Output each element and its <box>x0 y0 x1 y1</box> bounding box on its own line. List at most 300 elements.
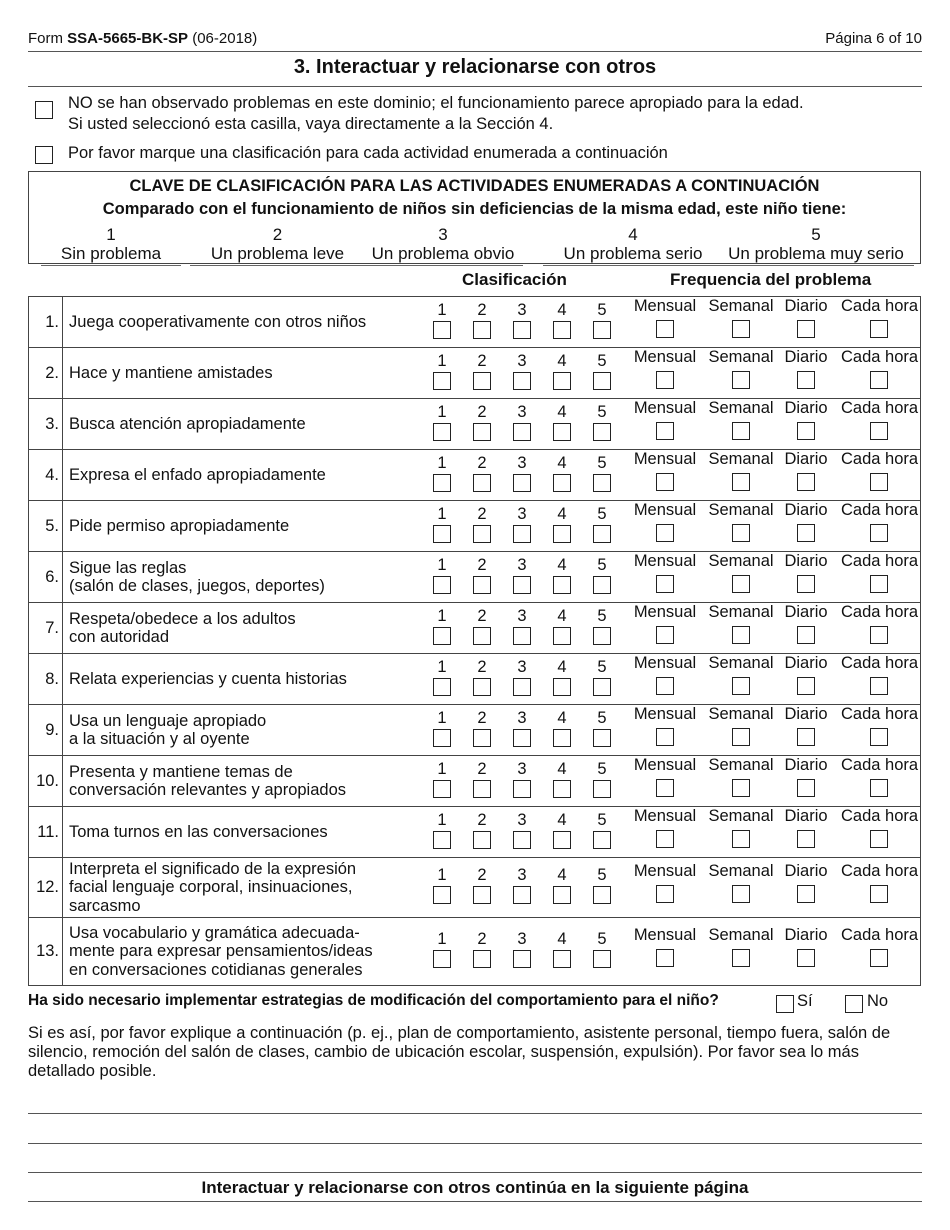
frequency-label: Diario <box>784 501 828 519</box>
frequency-checkbox[interactable] <box>656 371 674 389</box>
frequency-option <box>768 705 844 746</box>
frequency-checkbox[interactable] <box>732 885 750 903</box>
frequency-checkbox[interactable] <box>870 728 888 746</box>
rating-option-2 <box>467 811 497 849</box>
activity-text: Juega cooperativamente con otros niños <box>69 312 367 331</box>
frequency-label: Semanal <box>708 705 774 723</box>
frequency-option <box>627 807 703 848</box>
rating-option-1 <box>427 454 457 492</box>
rating-checkbox-1[interactable] <box>433 886 451 904</box>
key-level-number: 3 <box>438 225 448 244</box>
frequency-checkbox[interactable] <box>797 371 815 389</box>
activity-text: Toma turnos en las conversaciones <box>69 822 328 841</box>
activity-text: Presenta y mantiene temas de conversación relevantes y apropiados <box>69 762 346 799</box>
rating-digit: 5 <box>597 403 607 421</box>
rating-digit: 1 <box>437 454 447 472</box>
rating-digit: 1 <box>437 930 447 948</box>
continuation-footer: Interactuar y relacionarse con otros continúa en la siguiente página <box>201 1178 749 1197</box>
rating-checkbox-2[interactable] <box>473 627 491 645</box>
rating-checkbox-3[interactable] <box>513 831 531 849</box>
frequency-label: Mensual <box>633 399 697 417</box>
rating-digit: 4 <box>557 866 567 884</box>
frequency-label: Cada hora <box>841 807 919 825</box>
rating-checkbox-1[interactable] <box>433 627 451 645</box>
rating-digit: 2 <box>477 607 487 625</box>
frequency-option <box>627 756 703 797</box>
rating-digit: 5 <box>597 301 607 319</box>
frequency-checkbox[interactable] <box>656 473 674 491</box>
activity-row <box>29 603 920 654</box>
rating-option-2 <box>467 505 497 543</box>
frequency-checkbox[interactable] <box>732 728 750 746</box>
frequency-label: Cada hora <box>841 603 919 621</box>
activity-number: 8. <box>29 654 63 704</box>
rating-checkbox-1[interactable] <box>433 474 451 492</box>
frequency-option <box>627 654 703 695</box>
rating-option-4 <box>547 454 577 492</box>
rating-digit: 3 <box>517 403 527 421</box>
rating-checkbox-5[interactable] <box>593 627 611 645</box>
rating-digit: 5 <box>597 658 607 676</box>
rating-checkbox-3[interactable] <box>513 372 531 390</box>
activity-row <box>29 807 920 858</box>
frequency-checkbox[interactable] <box>870 575 888 593</box>
rating-checkbox-4[interactable] <box>553 780 571 798</box>
rating-checkbox-5[interactable] <box>593 576 611 594</box>
frequency-option <box>768 297 844 338</box>
rating-digit: 3 <box>517 505 527 523</box>
frequency-checkbox[interactable] <box>732 677 750 695</box>
rating-checkbox-5[interactable] <box>593 321 611 339</box>
frequency-checkbox[interactable] <box>870 320 888 338</box>
rating-checkbox-1[interactable] <box>433 525 451 543</box>
rating-digit: 2 <box>477 709 487 727</box>
rating-checkbox-5[interactable] <box>593 474 611 492</box>
activity-row <box>29 705 920 756</box>
frequency-option <box>841 399 917 440</box>
frequency-checkbox[interactable] <box>797 728 815 746</box>
frequency-checkbox[interactable] <box>732 575 750 593</box>
rating-digit: 5 <box>597 505 607 523</box>
behavior-yes-label: Sí <box>797 992 813 1010</box>
frequency-checkbox[interactable] <box>870 524 888 542</box>
rating-checkbox-1[interactable] <box>433 678 451 696</box>
activity-label <box>69 918 429 985</box>
key-subtitle: Comparado con el funcionamiento de niños sin deficiencias de la misma edad, este niño tiene: <box>102 200 847 218</box>
rating-checkbox-5[interactable] <box>593 950 611 968</box>
rating-digit: 3 <box>517 658 527 676</box>
explain-line-1[interactable] <box>28 1113 922 1114</box>
frequency-label: Diario <box>784 705 828 723</box>
rating-option-5 <box>587 811 617 849</box>
rating-checkbox-4[interactable] <box>553 321 571 339</box>
frequency-option <box>841 756 917 797</box>
rating-checkbox-5[interactable] <box>593 423 611 441</box>
frequency-label: Diario <box>784 756 828 774</box>
frequency-option <box>768 807 844 848</box>
rating-option-3 <box>507 607 537 645</box>
rating-digit: 1 <box>437 658 447 676</box>
rating-checkbox-4[interactable] <box>553 372 571 390</box>
activity-text: Relata experiencias y cuenta historias <box>69 669 347 688</box>
no-problems-line1: NO se han observado problemas en este dominio; el funcionamiento parece apropiado para la edad. <box>68 94 804 112</box>
key-level-number: 2 <box>272 225 283 244</box>
rating-checkbox-3[interactable] <box>513 780 531 798</box>
form-prefix: Form <box>28 30 63 47</box>
rating-checkbox-2[interactable] <box>473 576 491 594</box>
rating-option-5 <box>587 454 617 492</box>
rating-checkbox-5[interactable] <box>593 886 611 904</box>
activity-text: Sigue las reglas (salón de clases, juegos, deportes) <box>69 558 325 595</box>
frequency-checkbox[interactable] <box>732 524 750 542</box>
frequency-option <box>841 603 917 644</box>
rating-digit: 1 <box>437 709 447 727</box>
frequency-label: Semanal <box>708 501 774 519</box>
rating-option-2 <box>467 556 497 594</box>
key-level-3 <box>363 225 523 266</box>
frequency-checkbox[interactable] <box>656 422 674 440</box>
frequency-option <box>768 756 844 797</box>
rating-checkbox-5[interactable] <box>593 780 611 798</box>
frequency-label: Mensual <box>633 501 697 519</box>
frequency-checkbox[interactable] <box>656 677 674 695</box>
rate-each-checkbox[interactable] <box>35 146 53 164</box>
rating-option-5 <box>587 352 617 390</box>
rating-option-5 <box>587 556 617 594</box>
frequency-checkbox[interactable] <box>797 885 815 903</box>
frequency-option <box>841 348 917 389</box>
rating-checkbox-3[interactable] <box>513 576 531 594</box>
rating-checkbox-5[interactable] <box>593 729 611 747</box>
rating-checkbox-4[interactable] <box>553 950 571 968</box>
activity-label <box>69 552 429 602</box>
activity-number: 9. <box>29 705 63 755</box>
frequency-checkbox[interactable] <box>797 575 815 593</box>
activity-number: 2. <box>29 348 63 398</box>
frequency-label: Diario <box>784 552 828 570</box>
rating-checkbox-5[interactable] <box>593 372 611 390</box>
frequency-label: Diario <box>784 450 828 468</box>
activity-text: Expresa el enfado apropiadamente <box>69 465 326 484</box>
rating-checkbox-5[interactable] <box>593 678 611 696</box>
activity-number: 11. <box>29 807 63 857</box>
header-divider <box>28 51 922 52</box>
rating-checkbox-1[interactable] <box>433 780 451 798</box>
rating-checkbox-5[interactable] <box>593 525 611 543</box>
frequency-option <box>627 399 703 440</box>
rating-digit: 4 <box>557 352 567 370</box>
frequency-checkbox[interactable] <box>656 524 674 542</box>
frequency-checkbox[interactable] <box>870 422 888 440</box>
rating-option-4 <box>547 505 577 543</box>
frequency-label: Diario <box>784 297 828 315</box>
frequency-checkbox[interactable] <box>732 320 750 338</box>
frequency-checkbox[interactable] <box>870 626 888 644</box>
activity-number: 5. <box>29 501 63 551</box>
frequency-checkbox[interactable] <box>656 626 674 644</box>
frequency-checkbox[interactable] <box>656 728 674 746</box>
rating-checkbox-2[interactable] <box>473 372 491 390</box>
frequency-label: Diario <box>784 926 828 944</box>
rating-checkbox-2[interactable] <box>473 780 491 798</box>
key-level-4 <box>543 225 723 266</box>
activity-row <box>29 918 920 985</box>
frequency-checkbox[interactable] <box>656 320 674 338</box>
rating-checkbox-3[interactable] <box>513 474 531 492</box>
rating-digit: 1 <box>437 403 447 421</box>
activity-number: 6. <box>29 552 63 602</box>
rating-checkbox-3[interactable] <box>513 950 531 968</box>
activity-text: Usa un lenguaje apropiado a la situación y al oyente <box>69 711 267 748</box>
activity-label <box>69 450 429 500</box>
rating-digit: 2 <box>477 403 487 421</box>
key-level-number: 5 <box>811 225 821 244</box>
rating-option-3 <box>507 301 537 339</box>
rating-checkbox-4[interactable] <box>553 678 571 696</box>
rating-checkbox-3[interactable] <box>513 678 531 696</box>
rating-checkbox-3[interactable] <box>513 423 531 441</box>
frequency-checkbox[interactable] <box>732 371 750 389</box>
frequency-checkbox[interactable] <box>797 320 815 338</box>
frequency-label: Mensual <box>633 705 697 723</box>
rating-option-1 <box>427 930 457 968</box>
rating-checkbox-3[interactable] <box>513 729 531 747</box>
rate-each-text: Por favor marque una clasificación para cada actividad enumerada a continuación <box>68 144 668 162</box>
activity-label <box>69 807 429 857</box>
rating-digit: 3 <box>517 607 527 625</box>
frequency-checkbox[interactable] <box>797 524 815 542</box>
footer-bottom-rule <box>28 1201 922 1202</box>
frequency-checkbox[interactable] <box>797 677 815 695</box>
frequency-option <box>627 297 703 338</box>
frequency-option <box>841 450 917 491</box>
rating-option-2 <box>467 930 497 968</box>
rating-checkbox-4[interactable] <box>553 886 571 904</box>
activity-text: Pide permiso apropiadamente <box>69 516 290 535</box>
activity-label <box>69 603 429 653</box>
explain-instructions: Si es así, por favor explique a continuación (p. ej., plan de comportamiento, asistente personal, tiempo fuera, salón de silencio, remoción del salón de clases, cambio de ubicación escolar, suspensión, expulsión). Por favor sea lo más detallado posible. <box>28 1024 891 1080</box>
rating-checkbox-4[interactable] <box>553 831 571 849</box>
rating-digit: 2 <box>477 811 487 829</box>
rating-option-3 <box>507 709 537 747</box>
activity-text: Interpreta el significado de la expresión facial lenguaje corporal, insinuaciones, sarcasmo <box>69 859 357 915</box>
frequency-checkbox[interactable] <box>797 626 815 644</box>
rating-digit: 5 <box>597 811 607 829</box>
behavior-no-label: No <box>867 992 889 1010</box>
frequency-label: Diario <box>784 862 828 880</box>
behavior-yes-checkbox[interactable] <box>776 995 794 1013</box>
rating-checkbox-2[interactable] <box>473 321 491 339</box>
frequency-label: Semanal <box>708 348 774 366</box>
rating-checkbox-3[interactable] <box>513 525 531 543</box>
rating-option-1 <box>427 607 457 645</box>
rating-digit: 1 <box>437 505 447 523</box>
activity-label <box>69 654 429 704</box>
frequency-label: Mensual <box>633 603 697 621</box>
rating-checkbox-2[interactable] <box>473 474 491 492</box>
frequency-checkbox[interactable] <box>870 779 888 797</box>
frequency-checkbox[interactable] <box>732 422 750 440</box>
rating-option-1 <box>427 709 457 747</box>
rating-checkbox-2[interactable] <box>473 525 491 543</box>
frequency-label: Mensual <box>633 756 697 774</box>
frequency-label: Cada hora <box>841 552 919 570</box>
activity-row <box>29 297 920 348</box>
rating-option-5 <box>587 505 617 543</box>
frequency-checkbox[interactable] <box>656 885 674 903</box>
rating-option-5 <box>587 607 617 645</box>
frequency-checkbox[interactable] <box>797 422 815 440</box>
rating-option-1 <box>427 811 457 849</box>
rating-digit: 2 <box>477 866 487 884</box>
rating-digit: 1 <box>437 811 447 829</box>
frequency-option <box>768 399 844 440</box>
frequency-label: Mensual <box>633 450 697 468</box>
activity-label <box>69 399 429 449</box>
explain-line-2[interactable] <box>28 1143 922 1144</box>
frequency-label: Cada hora <box>841 756 919 774</box>
frequency-label: Diario <box>784 807 828 825</box>
rating-checkbox-1[interactable] <box>433 372 451 390</box>
rating-digit: 4 <box>557 811 567 829</box>
rating-checkbox-2[interactable] <box>473 423 491 441</box>
rating-checkbox-2[interactable] <box>473 950 491 968</box>
frequency-checkbox[interactable] <box>870 830 888 848</box>
frequency-option <box>841 654 917 695</box>
key-level-number: 4 <box>628 225 638 244</box>
rating-digit: 2 <box>477 505 487 523</box>
rating-checkbox-1[interactable] <box>433 576 451 594</box>
frequency-label: Diario <box>784 654 828 672</box>
frequency-checkbox[interactable] <box>870 473 888 491</box>
frequency-label: Mensual <box>633 807 697 825</box>
rating-digit: 5 <box>597 760 607 778</box>
frequency-option <box>768 926 844 967</box>
rating-checkbox-2[interactable] <box>473 678 491 696</box>
frequency-option <box>841 926 917 967</box>
frequency-label: Semanal <box>708 862 774 880</box>
rating-option-2 <box>467 760 497 798</box>
activity-text: Busca atención apropiadamente <box>69 414 306 433</box>
activity-row <box>29 654 920 705</box>
rating-digit: 4 <box>557 709 567 727</box>
rating-option-2 <box>467 454 497 492</box>
frequency-checkbox[interactable] <box>656 830 674 848</box>
frequency-label: Semanal <box>708 297 774 315</box>
rating-digit: 4 <box>557 760 567 778</box>
rating-option-3 <box>507 352 537 390</box>
rating-option-4 <box>547 607 577 645</box>
rating-checkbox-4[interactable] <box>553 525 571 543</box>
frequency-option <box>768 862 844 903</box>
activity-label <box>69 501 429 551</box>
activity-label <box>69 705 429 755</box>
rating-checkbox-1[interactable] <box>433 831 451 849</box>
frequency-checkbox[interactable] <box>656 779 674 797</box>
activity-row <box>29 552 920 603</box>
rating-checkbox-2[interactable] <box>473 886 491 904</box>
rating-checkbox-4[interactable] <box>553 627 571 645</box>
frequency-checkbox[interactable] <box>870 677 888 695</box>
frequency-checkbox[interactable] <box>797 779 815 797</box>
frequency-checkbox[interactable] <box>870 371 888 389</box>
frequency-checkbox[interactable] <box>870 949 888 967</box>
frequency-option <box>627 501 703 542</box>
rating-digit: 4 <box>557 930 567 948</box>
rating-digit: 2 <box>477 556 487 574</box>
frequency-checkbox[interactable] <box>732 626 750 644</box>
footer-top-rule <box>28 1172 922 1173</box>
rating-column-heading: Clasificación <box>462 270 567 289</box>
rating-checkbox-3[interactable] <box>513 627 531 645</box>
rating-digit: 2 <box>477 658 487 676</box>
frequency-label: Semanal <box>708 926 774 944</box>
frequency-checkbox[interactable] <box>797 473 815 491</box>
form-code: SSA-5665-BK-SP <box>67 30 189 47</box>
rating-digit: 4 <box>557 505 567 523</box>
rating-checkbox-4[interactable] <box>553 423 571 441</box>
rating-checkbox-1[interactable] <box>433 321 451 339</box>
frequency-label: Mensual <box>633 926 697 944</box>
activity-number: 10. <box>29 756 63 806</box>
rating-option-3 <box>507 454 537 492</box>
frequency-option <box>627 603 703 644</box>
no-problems-text <box>68 93 804 135</box>
rating-option-3 <box>507 658 537 696</box>
rating-digit: 5 <box>597 709 607 727</box>
rating-digit: 5 <box>597 352 607 370</box>
frequency-checkbox[interactable] <box>656 949 674 967</box>
frequency-label: Semanal <box>708 603 774 621</box>
rating-checkbox-1[interactable] <box>433 729 451 747</box>
rating-option-4 <box>547 658 577 696</box>
frequency-checkbox[interactable] <box>656 575 674 593</box>
frequency-label: Cada hora <box>841 654 919 672</box>
rating-checkbox-1[interactable] <box>433 423 451 441</box>
rating-checkbox-3[interactable] <box>513 886 531 904</box>
frequency-option <box>768 654 844 695</box>
rating-option-1 <box>427 760 457 798</box>
rating-checkbox-2[interactable] <box>473 729 491 747</box>
activity-label <box>69 348 429 398</box>
frequency-option <box>627 926 703 967</box>
rating-checkbox-4[interactable] <box>553 576 571 594</box>
frequency-checkbox[interactable] <box>797 830 815 848</box>
rating-checkbox-4[interactable] <box>553 474 571 492</box>
key-level-label: Un problema obvio <box>363 244 523 266</box>
activity-row <box>29 858 920 918</box>
rating-checkbox-5[interactable] <box>593 831 611 849</box>
rating-checkbox-3[interactable] <box>513 321 531 339</box>
no-problems-checkbox[interactable] <box>35 101 53 119</box>
frequency-checkbox[interactable] <box>732 949 750 967</box>
frequency-checkbox[interactable] <box>732 473 750 491</box>
rating-checkbox-4[interactable] <box>553 729 571 747</box>
activity-label <box>69 297 429 347</box>
frequency-checkbox[interactable] <box>797 949 815 967</box>
frequency-checkbox[interactable] <box>870 885 888 903</box>
frequency-checkbox[interactable] <box>732 830 750 848</box>
frequency-option <box>768 348 844 389</box>
rating-digit: 3 <box>517 866 527 884</box>
rating-checkbox-2[interactable] <box>473 831 491 849</box>
rating-checkbox-1[interactable] <box>433 950 451 968</box>
frequency-label: Diario <box>784 399 828 417</box>
frequency-checkbox[interactable] <box>732 779 750 797</box>
frequency-option <box>768 450 844 491</box>
rating-digit: 5 <box>597 454 607 472</box>
behavior-no-checkbox[interactable] <box>845 995 863 1013</box>
